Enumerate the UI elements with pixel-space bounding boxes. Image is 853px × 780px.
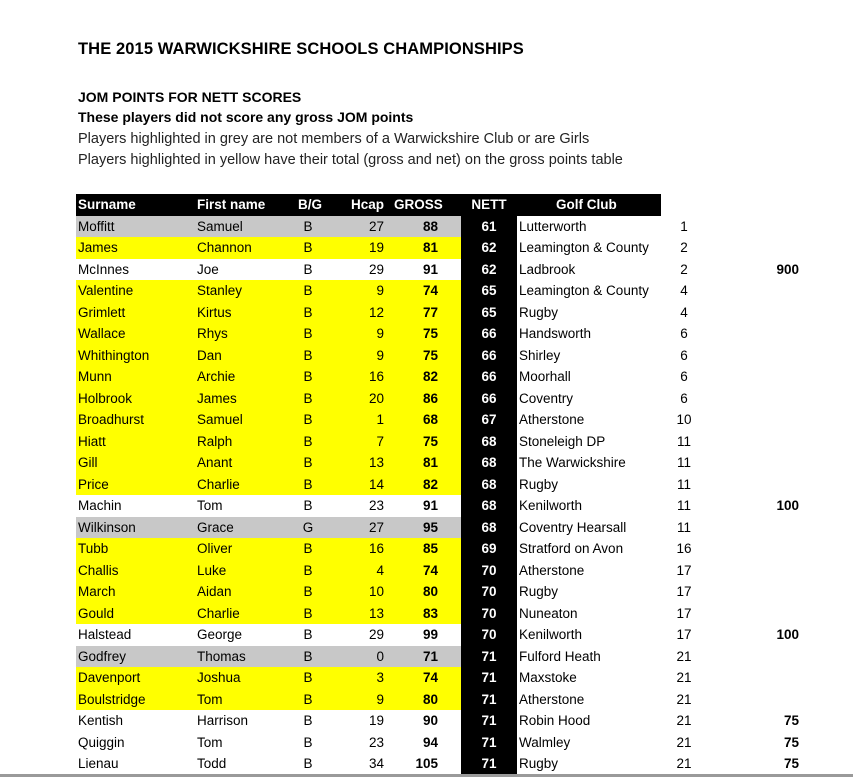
- cell-gross: 75: [422, 433, 438, 449]
- cell-boy-girl: B: [303, 455, 313, 470]
- cell-points: 75: [783, 713, 799, 728]
- cell-first-name: Rhys: [197, 326, 228, 341]
- cell-gross: 74: [422, 670, 438, 685]
- cell-nett: 66: [481, 390, 497, 406]
- cell-rank: 1: [680, 218, 688, 234]
- cell-surname: Broadhurst: [78, 412, 145, 427]
- cell-first-name: Tom: [197, 691, 223, 707]
- cell-boy-girl: B: [303, 326, 313, 341]
- cell-nett: 71: [481, 756, 497, 771]
- cell-points: [759, 431, 799, 453]
- cell-rank: 17: [676, 627, 692, 642]
- cell-handicap: 13: [368, 605, 384, 621]
- cell-first-name: Samuel: [197, 218, 243, 234]
- header-golf-club: Golf Club: [556, 197, 617, 212]
- cell-gross: 75: [422, 326, 438, 341]
- cell-points: 75: [783, 734, 799, 750]
- cell-gross: 71: [422, 648, 438, 664]
- cell-rank: 11: [676, 519, 691, 535]
- cell-rank: 21: [676, 670, 692, 685]
- cell-first-name: Anant: [197, 455, 233, 470]
- cell-gross: 85: [422, 541, 438, 556]
- cell-points: 75: [783, 756, 799, 771]
- cell-golf-club: Leamington & County: [519, 240, 649, 255]
- cell-gross: 105: [415, 756, 438, 771]
- cell-golf-club: Ladbrook: [519, 261, 576, 277]
- cell-handicap: 34: [368, 756, 384, 771]
- cell-rank: 2: [680, 240, 688, 255]
- cell-golf-club: Kenilworth: [519, 627, 583, 642]
- cell-first-name: James: [197, 390, 237, 406]
- cell-points: 900: [776, 261, 799, 277]
- cell-rank: 11: [676, 498, 691, 513]
- cell-handicap: 20: [368, 390, 384, 406]
- cell-points: [759, 517, 799, 539]
- cell-surname: Price: [78, 476, 109, 492]
- cell-gross: 88: [422, 218, 438, 234]
- cell-gross: 74: [422, 562, 438, 578]
- cell-handicap: 23: [368, 734, 384, 750]
- cell-handicap: 9: [376, 326, 384, 341]
- cell-surname: Lienau: [78, 756, 119, 771]
- cell-handicap: 27: [368, 218, 384, 234]
- section-heading: JOM POINTS FOR NETT SCORES: [78, 89, 302, 105]
- cell-first-name: George: [197, 627, 243, 642]
- cell-golf-club: Coventry: [519, 390, 574, 406]
- cell-boy-girl: G: [302, 519, 314, 535]
- cell-nett: 69: [481, 541, 497, 556]
- cell-handicap: 9: [376, 347, 384, 363]
- cell-points: [759, 538, 799, 560]
- cell-surname: Boulstridge: [78, 691, 146, 707]
- cell-surname: Wallace: [78, 326, 126, 341]
- cell-first-name: Tom: [197, 734, 223, 750]
- cell-boy-girl: B: [303, 584, 313, 599]
- cell-gross: 80: [422, 584, 438, 599]
- cell-surname: McInnes: [78, 261, 130, 277]
- cell-surname: Holbrook: [78, 390, 133, 406]
- yellow-legend-note: Players highlighted in yellow have their total (gross and net) on the gross points table: [78, 152, 623, 168]
- cell-first-name: Dan: [197, 347, 222, 363]
- cell-surname: Gill: [78, 455, 98, 470]
- cell-rank: 21: [676, 713, 692, 728]
- cell-first-name: Aidan: [197, 584, 232, 599]
- cell-first-name: Joe: [197, 261, 219, 277]
- cell-boy-girl: B: [303, 648, 313, 664]
- cell-first-name: Joshua: [197, 670, 241, 685]
- cell-rank: 6: [680, 326, 688, 341]
- cell-rank: 21: [676, 756, 692, 771]
- cell-nett: 70: [481, 584, 497, 599]
- cell-boy-girl: B: [303, 433, 313, 449]
- cell-surname: Challis: [78, 562, 119, 578]
- cell-points: 100: [776, 627, 799, 642]
- cell-boy-girl: B: [303, 627, 313, 642]
- cell-rank: 6: [680, 390, 688, 406]
- cell-surname: Wilkinson: [78, 519, 136, 535]
- cell-gross: 75: [422, 347, 438, 363]
- cell-gross: 95: [422, 519, 438, 535]
- cell-golf-club: Rugby: [519, 476, 559, 492]
- cell-nett: 62: [481, 240, 497, 255]
- cell-nett: 65: [481, 304, 497, 320]
- cell-gross: 91: [422, 498, 438, 513]
- cell-points: [759, 560, 799, 582]
- cell-surname: Godfrey: [78, 648, 127, 664]
- cell-surname: March: [78, 584, 116, 599]
- cell-first-name: Todd: [197, 756, 227, 771]
- cell-boy-girl: B: [303, 412, 313, 427]
- cell-first-name: Charlie: [197, 476, 240, 492]
- cell-points: [759, 345, 799, 367]
- cell-surname: Gould: [78, 605, 115, 621]
- cell-rank: 21: [676, 734, 692, 750]
- cell-golf-club: Moorhall: [519, 369, 571, 384]
- cell-nett: 71: [481, 713, 497, 728]
- cell-nett: 71: [481, 648, 497, 664]
- cell-rank: 2: [680, 261, 688, 277]
- header-gross: GROSS: [394, 197, 443, 212]
- cell-first-name: Oliver: [197, 541, 233, 556]
- cell-gross: 77: [422, 304, 438, 320]
- cell-gross: 81: [422, 455, 438, 470]
- cell-golf-club: Atherstone: [519, 691, 585, 707]
- cell-handicap: 27: [368, 519, 384, 535]
- cell-points: [759, 366, 799, 388]
- cell-rank: 10: [676, 412, 692, 427]
- cell-boy-girl: B: [303, 713, 313, 728]
- cell-gross: 90: [422, 713, 438, 728]
- cell-boy-girl: B: [303, 605, 313, 621]
- cell-first-name: Thomas: [197, 648, 246, 664]
- cell-boy-girl: B: [303, 261, 313, 277]
- cell-boy-girl: B: [303, 562, 313, 578]
- cell-nett: 68: [481, 498, 497, 513]
- cell-nett: 71: [481, 670, 497, 685]
- cell-first-name: Harrison: [197, 713, 249, 728]
- cell-points: [759, 581, 799, 603]
- header-surname: Surname: [78, 197, 136, 212]
- cell-boy-girl: B: [303, 390, 313, 406]
- cell-surname: Kentish: [78, 713, 124, 728]
- cell-golf-club: Stoneleigh DP: [519, 433, 606, 449]
- cell-first-name: Charlie: [197, 605, 240, 621]
- cell-points: [759, 603, 799, 625]
- cell-nett: 71: [481, 691, 497, 707]
- cell-handicap: 29: [368, 261, 384, 277]
- cell-rank: 11: [676, 476, 691, 492]
- cell-golf-club: Robin Hood: [519, 713, 591, 728]
- cell-golf-club: Atherstone: [519, 562, 585, 578]
- cell-boy-girl: B: [303, 756, 313, 771]
- cell-first-name: Luke: [197, 562, 227, 578]
- cell-first-name: Ralph: [197, 433, 233, 449]
- cell-golf-club: The Warwickshire: [519, 455, 626, 470]
- cell-boy-girl: B: [303, 304, 313, 320]
- cell-points: [759, 302, 799, 324]
- cell-boy-girl: B: [303, 240, 313, 255]
- cell-nett: 70: [481, 605, 497, 621]
- cell-points: [759, 323, 799, 345]
- cell-surname: Halstead: [78, 627, 132, 642]
- cell-gross: 81: [422, 240, 438, 255]
- cell-handicap: 16: [368, 369, 384, 384]
- cell-gross: 82: [422, 369, 438, 384]
- cell-golf-club: Coventry Hearsall: [519, 519, 627, 535]
- grey-legend-note: Players highlighted in grey are not members of a Warwickshire Club or are Girls: [78, 131, 590, 147]
- cell-surname: Whithington: [78, 347, 150, 363]
- cell-handicap: 16: [368, 541, 384, 556]
- cell-nett: 68: [481, 519, 497, 535]
- cell-gross: 74: [422, 283, 438, 298]
- cell-golf-club: Atherstone: [519, 412, 585, 427]
- cell-handicap: 4: [376, 562, 384, 578]
- cell-handicap: 3: [376, 670, 384, 685]
- cell-nett: 65: [481, 283, 497, 298]
- cell-surname: Davenport: [78, 670, 141, 685]
- cell-gross: 91: [422, 261, 438, 277]
- cell-first-name: Channon: [197, 240, 252, 255]
- cell-surname: Moffitt: [78, 218, 115, 234]
- cell-handicap: 9: [376, 283, 384, 298]
- header-first-name: First name: [197, 197, 266, 212]
- cell-nett: 66: [481, 347, 497, 363]
- cell-nett: 71: [481, 734, 497, 750]
- cell-handicap: 13: [368, 455, 384, 470]
- header-boy-girl: B/G: [298, 197, 323, 212]
- cell-surname: Tubb: [78, 541, 109, 556]
- cell-handicap: 12: [368, 304, 384, 320]
- cell-first-name: Tom: [197, 498, 223, 513]
- cell-handicap: 7: [376, 433, 384, 449]
- cell-gross: 80: [422, 691, 438, 707]
- cell-points: [759, 667, 799, 689]
- cell-surname: Machin: [78, 498, 122, 513]
- cell-nett: 68: [481, 433, 497, 449]
- header-nett: NETT: [471, 197, 507, 212]
- cell-rank: 11: [676, 433, 691, 449]
- cell-surname: James: [78, 240, 118, 255]
- cell-handicap: 14: [368, 476, 384, 492]
- cell-points: [759, 216, 799, 238]
- cell-handicap: 1: [376, 412, 384, 427]
- cell-surname: Valentine: [78, 283, 134, 298]
- cell-boy-girl: B: [303, 734, 313, 750]
- cell-rank: 16: [676, 541, 692, 556]
- cell-surname: Grimlett: [78, 304, 126, 320]
- cell-golf-club: Lutterworth: [519, 218, 587, 234]
- cell-nett: 66: [481, 326, 497, 341]
- cell-nett: 62: [481, 261, 497, 277]
- cell-rank: 6: [680, 347, 688, 363]
- page-title: THE 2015 WARWICKSHIRE SCHOOLS CHAMPIONSHIPS: [78, 40, 524, 58]
- cell-boy-girl: B: [303, 218, 313, 234]
- cell-gross: 83: [422, 605, 438, 621]
- cell-golf-club: Maxstoke: [519, 670, 577, 685]
- cell-golf-club: Fulford Heath: [519, 648, 601, 664]
- cell-rank: 11: [676, 455, 691, 470]
- cell-points: [759, 280, 799, 302]
- cell-boy-girl: B: [303, 283, 313, 298]
- cell-golf-club: Kenilworth: [519, 498, 583, 513]
- cell-handicap: 0: [376, 648, 384, 664]
- cell-boy-girl: B: [303, 541, 313, 556]
- cell-gross: 99: [422, 627, 438, 642]
- cell-nett: 70: [481, 562, 497, 578]
- cell-golf-club: Rugby: [519, 584, 559, 599]
- cell-points: [759, 237, 799, 259]
- cell-handicap: 29: [368, 627, 384, 642]
- cell-boy-girl: B: [303, 691, 313, 707]
- cell-gross: 68: [422, 412, 438, 427]
- cell-handicap: 23: [368, 498, 384, 513]
- cell-boy-girl: B: [303, 498, 313, 513]
- cell-first-name: Kirtus: [197, 304, 232, 320]
- cell-points: [759, 646, 799, 668]
- page-bottom-border: [0, 774, 853, 777]
- cell-points: 100: [776, 498, 799, 513]
- cell-rank: 4: [680, 304, 688, 320]
- cell-first-name: Samuel: [197, 412, 243, 427]
- cell-handicap: 19: [368, 713, 384, 728]
- cell-golf-club: Shirley: [519, 347, 561, 363]
- cell-nett: 61: [481, 218, 497, 234]
- cell-surname: Hiatt: [78, 433, 106, 449]
- cell-rank: 17: [676, 605, 692, 621]
- cell-golf-club: Stratford on Avon: [519, 541, 624, 556]
- cell-rank: 21: [676, 648, 692, 664]
- cell-first-name: Grace: [197, 519, 234, 535]
- cell-points: [759, 388, 799, 410]
- header-handicap: Hcap: [350, 197, 384, 212]
- cell-nett: 68: [481, 455, 497, 470]
- cell-surname: Munn: [78, 369, 112, 384]
- cell-rank: 21: [676, 691, 692, 707]
- cell-points: [759, 452, 799, 474]
- cell-golf-club: Rugby: [519, 756, 559, 771]
- cell-boy-girl: B: [303, 369, 313, 384]
- cell-handicap: 19: [368, 240, 384, 255]
- cell-rank: 4: [680, 283, 688, 298]
- cell-boy-girl: B: [303, 670, 313, 685]
- cell-golf-club: Rugby: [519, 304, 559, 320]
- cell-gross: 94: [422, 734, 438, 750]
- cell-first-name: Archie: [197, 369, 236, 384]
- cell-gross: 82: [422, 476, 438, 492]
- cell-golf-club: Nuneaton: [519, 605, 578, 621]
- cell-surname: Quiggin: [78, 734, 125, 750]
- cell-rank: 17: [676, 562, 692, 578]
- cell-rank: 17: [676, 584, 692, 599]
- cell-handicap: 9: [376, 691, 384, 707]
- cell-golf-club: Handsworth: [519, 326, 592, 341]
- cell-gross: 86: [422, 390, 438, 406]
- cell-points: [759, 689, 799, 711]
- cell-nett: 68: [481, 476, 497, 492]
- cell-first-name: Stanley: [197, 283, 243, 298]
- cell-nett: 70: [481, 627, 497, 642]
- cell-boy-girl: B: [303, 476, 313, 492]
- cell-points: [759, 474, 799, 496]
- cell-handicap: 10: [368, 584, 384, 599]
- cell-rank: 6: [680, 369, 688, 384]
- cell-nett: 67: [481, 412, 497, 427]
- cell-golf-club: Walmley: [519, 734, 571, 750]
- cell-golf-club: Leamington & County: [519, 283, 649, 298]
- cell-nett: 66: [481, 369, 497, 384]
- cell-points: [759, 409, 799, 431]
- section-subheading: These players did not score any gross JOM points: [78, 109, 414, 125]
- cell-boy-girl: B: [303, 347, 313, 363]
